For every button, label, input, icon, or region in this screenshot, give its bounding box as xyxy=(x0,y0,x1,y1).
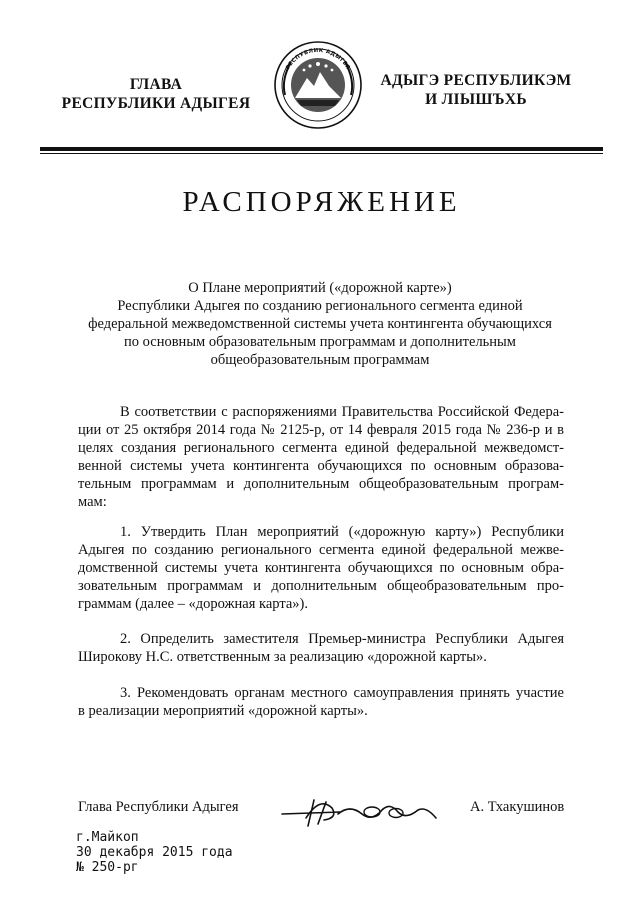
item-1-line: Адыгея по созданию регионального сегмента единой федеральной межве- xyxy=(78,542,564,558)
item-2-line: Широкову Н.С. ответственным за реализацию «дорожной карты». xyxy=(78,649,487,665)
header-right xyxy=(366,71,586,109)
adygea-coat-of-arms-icon xyxy=(273,40,363,130)
item-2-paragraph xyxy=(78,630,564,666)
signatory-position: Глава Республики Адыгея xyxy=(78,799,239,815)
header-left-line1: ГЛАВА xyxy=(129,76,183,93)
intro-line: ции от 25 октября 2014 года № 2125-р, от 14 февраля 2015 года № 236-р и в xyxy=(78,422,564,438)
item-1-line: граммам (далее – «дорожная карта»). xyxy=(78,596,308,612)
header-right-line2: И ЛІЫШЪХЬ xyxy=(425,91,527,108)
subject-line: Республики Адыгея по созданию регионального сегмента единой xyxy=(117,298,523,314)
stamp-date: 30 декабря 2015 года xyxy=(76,845,233,860)
item-3-line: в реализации мероприятий «дорожной карты». xyxy=(78,703,368,719)
intro-line: целях создания регионального сегмента единой федеральной межведомст- xyxy=(78,440,564,456)
intro-line: тельным программам и дополнительным общеобразовательным програм- xyxy=(78,476,564,492)
emblem-text: РЕСПУБЛИК АДЫГЕЯ xyxy=(285,47,351,71)
document-title: РАСПОРЯЖЕНИЕ xyxy=(182,186,461,218)
item-3-paragraph xyxy=(78,684,564,720)
subject-line: общеобразовательным программам xyxy=(210,352,430,368)
item-3-line: 3. Рекомендовать органам местного самоуправления принять участие xyxy=(120,685,564,701)
header-right-line1: АДЫГЭ РЕСПУБЛИКЭМ xyxy=(380,72,572,89)
subject-line: О Плане мероприятий («дорожной карте») xyxy=(188,280,452,296)
header-rule-thick xyxy=(40,147,603,151)
subject-line: федеральной межведомственной системы учета контингента обучающихся xyxy=(88,316,552,332)
signatory-name: А. Тхакушинов xyxy=(470,799,565,815)
item-1-line: домственной системы учета контингента обучающихся по основным обра- xyxy=(78,560,564,576)
document-subject xyxy=(60,279,580,369)
item-1-line: 1. Утвердить План мероприятий («дорожную карту») Республики xyxy=(120,524,564,540)
item-2-line: 2. Определить заместителя Премьер-министра Республики Адыгея xyxy=(120,631,564,647)
stamp-city: г.Майкоп xyxy=(76,830,139,845)
item-1-line: зовательным программам и дополнительным общеобразовательным про- xyxy=(78,578,564,594)
header-rule-thin xyxy=(40,153,603,154)
header-left xyxy=(40,75,272,113)
stamp-number: № 250-рг xyxy=(76,860,139,875)
registration-stamp xyxy=(76,830,233,875)
intro-line: В соответствии с распоряжениями Правительства Российской Федера- xyxy=(120,404,564,420)
handwritten-signature-icon xyxy=(280,792,440,828)
header-left-line2: РЕСПУБЛИКИ АДЫГЕЯ xyxy=(61,95,251,112)
intro-line: венной системы учета контингента обучающихся по основным образова- xyxy=(78,458,564,474)
intro-paragraph xyxy=(78,403,564,511)
intro-line: мам: xyxy=(78,494,107,510)
subject-line: по основным образовательным программам и дополнительным xyxy=(124,334,516,350)
item-1-paragraph xyxy=(78,523,564,613)
